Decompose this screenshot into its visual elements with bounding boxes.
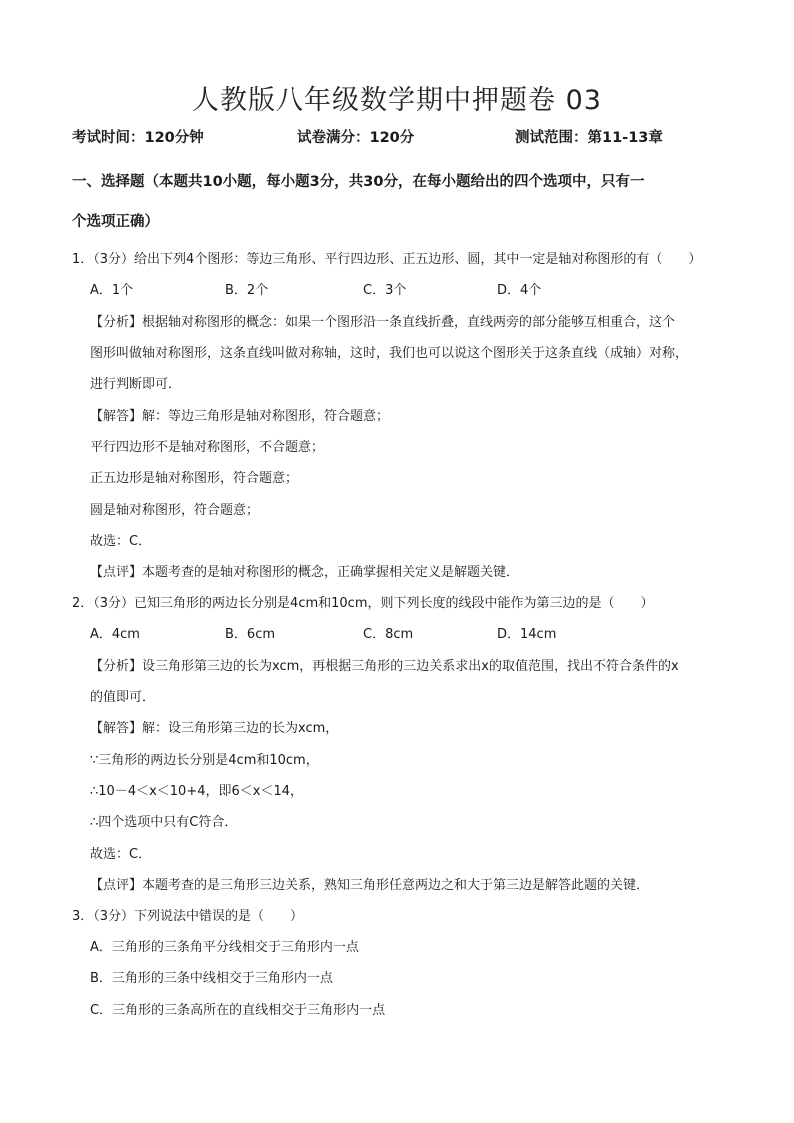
- q2-answer-line: ∴10－4＜x＜10+4，即6＜x＜14，: [90, 784, 303, 799]
- section-heading-line1: 一、选择题（本题共10小题，每小题3分，共30分，在每小题给出的四个选项中，只有一: [72, 174, 645, 190]
- question-1-stem: 1．（3分）给出下列4个图形：等边三角形、平行四边形、正五边形、圆，其中一定是轴对称图形的有（ ）: [72, 252, 702, 267]
- q3-option-a: A．三角形的三条角平分线相交于三角形内一点: [90, 940, 359, 955]
- q1-analysis-line: 【分析】根据轴对称图形的概念：如果一个图形沿一条直线折叠，直线两旁的部分能够互相重合，这个: [90, 315, 676, 330]
- section-heading-line2: 个选项正确）: [72, 214, 159, 230]
- q2-option-c: C．8cm: [363, 627, 414, 642]
- question-2-stem: 2．（3分）已知三角形的两边长分别是4cm和10cm，则下列长度的线段中能作为第三边的是（ ）: [72, 596, 654, 611]
- q2-answer-line: ∴四个选项中只有C符合．: [90, 815, 238, 830]
- page-title: 人教版八年级数学期中押题卷 03: [192, 85, 602, 116]
- q3-option-c: C．三角形的三条高所在的直线相交于三角形内一点: [90, 1003, 386, 1018]
- q2-option-d: D．14cm: [497, 627, 557, 642]
- test-scope: 测试范围：第11-13章: [515, 130, 663, 146]
- q1-answer-line: 故选：C．: [90, 534, 152, 549]
- q2-answer-line: ∵三角形的两边长分别是4cm和10cm，: [90, 753, 319, 768]
- q2-option-b: B．6cm: [225, 627, 276, 642]
- q1-comment: 【点评】本题考查的是轴对称图形的概念，正确掌握相关定义是解题关键．: [90, 565, 520, 580]
- q1-answer-line: 【解答】解：等边三角形是轴对称图形，符合题意；: [90, 409, 390, 424]
- exam-time: 考试时间：120分钟: [72, 130, 204, 146]
- full-score: 试卷满分：120分: [297, 130, 415, 146]
- q1-option-d: D．4个: [497, 283, 542, 298]
- q1-answer-line: 正五边形是轴对称图形，符合题意；: [90, 471, 299, 486]
- q2-option-a: A．4cm: [90, 627, 140, 642]
- q1-analysis-line: 图形叫做轴对称图形，这条直线叫做对称轴，这时，我们也可以说这个图形关于这条直线（成轴）对称，: [90, 346, 689, 361]
- question-3-stem: 3．（3分）下列说法中错误的是（ ）: [72, 909, 304, 924]
- q2-analysis-line: 【分析】设三角形第三边的长为xcm，再根据三角形的三边关系求出x的取值范围，找出不符合条件的x: [90, 659, 679, 674]
- q2-answer-line: 【解答】解：设三角形第三边的长为xcm，: [90, 721, 339, 736]
- q3-option-b: B．三角形的三条中线相交于三角形内一点: [90, 971, 333, 986]
- q1-answer-line: 圆是轴对称图形，符合题意；: [90, 503, 260, 518]
- q1-option-b: B．2个: [225, 283, 269, 298]
- q1-option-c: C．3个: [363, 283, 407, 298]
- q2-answer-line: 故选：C．: [90, 847, 152, 862]
- q2-comment: 【点评】本题考查的是三角形三边关系，熟知三角形任意两边之和大于第三边是解答此题的关键．: [90, 878, 650, 893]
- q2-analysis-line: 的值即可．: [90, 690, 156, 705]
- q1-analysis-line: 进行判断即可．: [90, 377, 182, 392]
- q1-option-a: A．1个: [90, 283, 134, 298]
- q1-answer-line: 平行四边形不是轴对称图形，不合题意；: [90, 440, 325, 455]
